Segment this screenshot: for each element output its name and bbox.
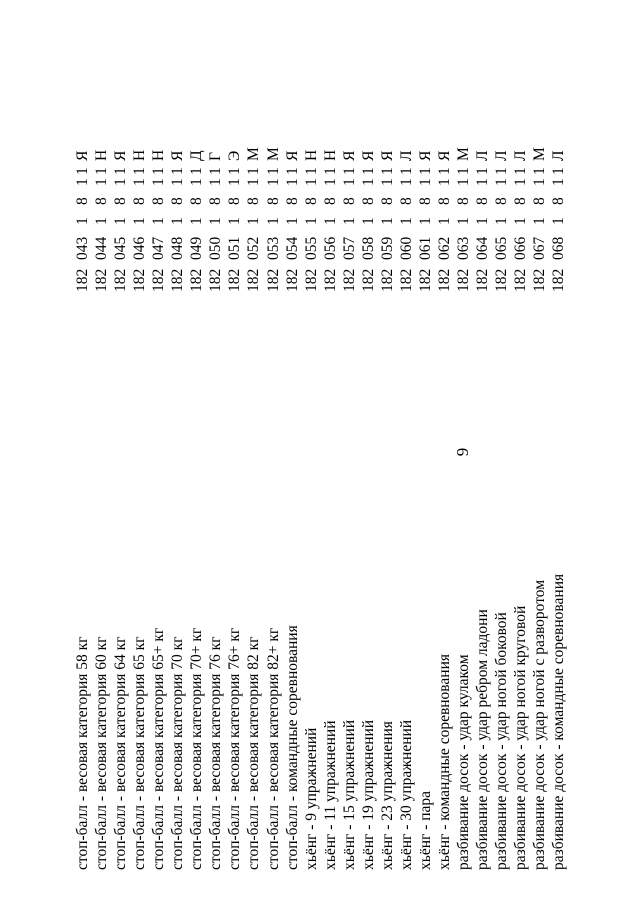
code-cell-f: 1 [397,167,415,175]
code-cell-c: 1 [74,217,91,225]
code-cell-c: 1 [207,217,225,225]
table-row [378,70,397,870]
code-cell-b: 063 [455,236,472,260]
code-cell-g: Я [435,150,453,161]
table-row [302,70,321,870]
code-cell-b: 058 [359,236,377,260]
code-cell-c: 1 [302,217,320,225]
code-cell-b: 068 [550,236,568,260]
code-cell-a: 182 [378,268,396,292]
code-cell-b: 045 [112,236,130,260]
table-row [283,70,302,870]
code-cell-f: 1 [359,167,377,175]
code-cell-g: Я [359,150,377,161]
code-cell-f: 1 [302,167,320,175]
table-row [454,70,473,870]
code-cell-f: 1 [264,167,282,175]
table-row [187,70,206,870]
code-cell-b: 048 [169,236,187,260]
code-cell-f: 1 [150,167,168,175]
code-cell-a: 182 [264,268,282,292]
code-cell-f: 1 [93,167,111,175]
code-cell-c: 1 [264,217,282,225]
code-cell-e: 1 [416,178,434,186]
code-cell-b: 044 [93,236,111,260]
code-cell-g: Д [188,150,206,161]
code-cell-d: 8 [397,197,415,205]
code-cell-a: 182 [455,268,472,292]
code-cell-d: 8 [340,197,358,205]
code-cell-a: 182 [321,268,339,292]
code-cell-e: 1 [150,178,168,186]
code-cell-c: 1 [131,217,149,225]
discipline-name: хьёнг - 23 упражнения [378,721,396,870]
discipline-name: хьёнг - командные соревнования [435,653,453,870]
code-cell-c: 1 [493,217,511,225]
code-cell-a: 182 [550,268,568,292]
code-cell-c: 1 [397,217,415,225]
discipline-name: стоп-балл - весовая категория 70 кг [169,636,187,870]
code-cell-f: 1 [131,167,149,175]
code-cell-c: 1 [474,217,492,225]
code-cell-e: 1 [283,178,301,186]
table-row [206,70,225,870]
code-cell-a: 182 [112,268,130,292]
code-cell-e: 1 [512,178,530,186]
table-row [549,70,568,870]
code-cell-g: М [455,147,472,161]
code-cell-a: 182 [474,268,492,292]
discipline-name: стоп-балл - весовая категория 76+ кг [226,627,244,870]
code-cell-f: 1 [321,167,339,175]
code-cell-f: 1 [435,167,453,175]
table-row [359,70,378,870]
code-cell-b: 064 [474,236,492,260]
discipline-name: разбивание досок - командные соревнования [550,573,568,870]
code-cell-b: 047 [150,236,168,260]
code-cell-g: Я [416,150,434,161]
code-cell-d: 8 [150,197,168,205]
code-cell-a: 182 [169,268,187,292]
code-cell-e: 1 [359,178,377,186]
code-cell-a: 182 [416,268,434,292]
code-cell-c: 1 [169,217,187,225]
code-cell-b: 043 [74,236,91,260]
code-cell-g: Л [512,150,530,161]
code-cell-d: 8 [93,197,111,205]
code-cell-f: 1 [245,167,263,175]
code-cell-a: 182 [531,268,549,292]
table-row [130,70,149,870]
code-cell-d: 8 [302,197,320,205]
code-cell-b: 057 [340,236,358,260]
code-cell-f: 1 [378,167,396,175]
code-cell-e: 1 [474,178,492,186]
code-cell-c: 1 [340,217,358,225]
code-cell-d: 8 [169,197,187,205]
code-cell-c: 1 [112,217,130,225]
code-cell-c: 1 [226,217,244,225]
table-row [340,70,359,870]
code-cell-g: Н [150,149,168,161]
code-cell-d: 8 [493,197,511,205]
code-cell-e: 1 [131,178,149,186]
code-cell-f: 1 [188,167,206,175]
code-cell-e: 1 [378,178,396,186]
discipline-name: хьёнг - 11 упражнений [321,720,339,870]
code-cell-e: 1 [531,178,549,186]
discipline-name: стоп-балл - весовая категория 58 кг [74,636,91,870]
table-row [168,70,187,870]
code-cell-d: 8 [550,197,568,205]
discipline-name: стоп-балл - весовая категория 65+ кг [150,627,168,870]
code-cell-b: 051 [226,236,244,260]
code-cell-g: Н [131,149,149,161]
discipline-name: разбивание досок - удар кулаком [455,654,472,870]
code-cell-e: 1 [188,178,206,186]
code-cell-f: 1 [226,167,244,175]
table-row [264,70,283,870]
table-row [416,70,435,870]
table-row [511,70,530,870]
code-cell-c: 1 [150,217,168,225]
code-cell-f: 1 [512,167,530,175]
code-cell-a: 182 [150,268,168,292]
code-cell-c: 1 [93,217,111,225]
code-cell-g: Н [93,149,111,161]
code-cell-f: 1 [74,167,91,175]
code-cell-a: 182 [340,268,358,292]
discipline-name: хьёнг - 9 упражнений [302,727,320,870]
code-cell-g: М [245,147,263,161]
code-cell-f: 1 [455,167,472,175]
code-cell-a: 182 [93,268,111,292]
discipline-name: разбивание досок - удар ногой боковой [493,612,511,870]
discipline-name: стоп-балл - весовая категория 82 кг [245,636,263,870]
code-cell-d: 8 [474,197,492,205]
code-cell-f: 1 [112,167,130,175]
code-cell-b: 060 [397,236,415,260]
code-cell-b: 061 [416,236,434,260]
code-cell-f: 1 [207,167,225,175]
discipline-name: разбивание досок - удар ногой с разворотом [531,579,549,870]
discipline-name: стоп-балл - командные соревнования [283,625,301,870]
code-cell-b: 067 [531,236,549,260]
discipline-name: хьёнг - пара [416,790,434,870]
code-cell-f: 1 [493,167,511,175]
code-cell-e: 1 [74,178,91,186]
code-cell-g: Н [321,149,339,161]
discipline-name: стоп-балл - весовая категория 60 кг [93,636,111,870]
discipline-name: разбивание досок - удар ребром ладони [474,609,492,870]
table-row [244,70,263,870]
table-row [435,70,454,870]
code-cell-g: М [264,147,282,161]
table-row [473,70,492,870]
code-cell-g: Л [397,150,415,161]
code-cell-d: 8 [188,197,206,205]
code-cell-g: Г [207,152,225,161]
code-cell-d: 8 [74,197,91,205]
code-cell-e: 1 [302,178,320,186]
code-cell-c: 1 [455,217,472,225]
code-cell-a: 182 [435,268,453,292]
code-cell-c: 1 [283,217,301,225]
discipline-name: стоп-балл - весовая категория 70+ кг [188,627,206,870]
table-row [149,70,168,870]
code-cell-c: 1 [416,217,434,225]
code-cell-b: 050 [207,236,225,260]
code-cell-a: 182 [207,268,225,292]
discipline-name: стоп-балл - весовая категория 64 кг [112,636,130,870]
code-cell-g: Л [550,150,568,161]
code-cell-c: 1 [550,217,568,225]
code-cell-b: 052 [245,236,263,260]
code-cell-f: 1 [550,167,568,175]
table-row [73,70,92,870]
code-cell-g: Я [283,150,301,161]
discipline-name: стоп-балл - весовая категория 76 кг [207,636,225,870]
code-cell-e: 1 [169,178,187,186]
discipline-name: хьёнг - 30 упражнений [397,719,415,870]
code-cell-a: 182 [359,268,377,292]
code-cell-e: 1 [264,178,282,186]
code-cell-d: 8 [321,197,339,205]
code-cell-g: Л [493,150,511,161]
code-cell-b: 049 [188,236,206,260]
code-cell-d: 8 [378,197,396,205]
code-cell-f: 1 [283,167,301,175]
code-cell-d: 8 [245,197,263,205]
code-cell-a: 182 [512,268,530,292]
table-row [492,70,511,870]
code-cell-f: 1 [416,167,434,175]
code-cell-d: 8 [226,197,244,205]
code-cell-c: 1 [188,217,206,225]
table-row [321,70,340,870]
code-cell-b: 053 [264,236,282,260]
code-cell-b: 056 [321,236,339,260]
code-cell-g: Я [74,150,91,161]
code-cell-a: 182 [131,268,149,292]
code-cell-f: 1 [169,167,187,175]
code-cell-c: 1 [321,217,339,225]
code-cell-a: 182 [493,268,511,292]
code-cell-f: 1 [474,167,492,175]
code-cell-e: 1 [550,178,568,186]
discipline-name: стоп-балл - весовая категория 82+ кг [264,627,282,870]
code-cell-d: 8 [512,197,530,205]
code-cell-a: 182 [74,268,91,292]
code-cell-e: 1 [493,178,511,186]
code-cell-d: 8 [283,197,301,205]
code-cell-d: 8 [455,197,472,205]
code-cell-f: 1 [340,167,358,175]
code-cell-d: 8 [416,197,434,205]
discipline-name: хьёнг - 15 упражнений [340,719,358,870]
code-cell-e: 1 [397,178,415,186]
code-cell-e: 1 [93,178,111,186]
code-cell-g: Л [474,150,492,161]
code-cell-g: Я [112,150,130,161]
code-cell-b: 055 [302,236,320,260]
code-cell-b: 059 [378,236,396,260]
code-cell-a: 182 [245,268,263,292]
table-row [530,70,549,870]
page-number: 9 [453,447,472,457]
code-cell-c: 1 [359,217,377,225]
code-cell-d: 8 [359,197,377,205]
code-cell-d: 8 [131,197,149,205]
code-cell-e: 1 [245,178,263,186]
discipline-name: разбивание досок - удар ногой круговой [512,605,530,870]
code-cell-e: 1 [321,178,339,186]
code-cell-c: 1 [512,217,530,225]
code-cell-e: 1 [207,178,225,186]
code-cell-e: 1 [455,178,472,186]
table-row [225,70,244,870]
discipline-name: стоп-балл - весовая категория 65 кг [131,636,149,870]
code-cell-b: 062 [435,236,453,260]
table-row [111,70,130,870]
code-cell-a: 182 [283,268,301,292]
code-cell-d: 8 [531,197,549,205]
code-cell-a: 182 [188,268,206,292]
code-cell-g: Э [226,150,244,161]
code-cell-a: 182 [226,268,244,292]
code-cell-c: 1 [435,217,453,225]
code-cell-e: 1 [226,178,244,186]
code-cell-g: Я [378,150,396,161]
code-cell-d: 8 [112,197,130,205]
code-cell-b: 054 [283,236,301,260]
table-row [92,70,111,870]
code-cell-b: 066 [512,236,530,260]
code-cell-f: 1 [531,167,549,175]
code-cell-c: 1 [531,217,549,225]
code-cell-e: 1 [435,178,453,186]
code-cell-c: 1 [378,217,396,225]
code-cell-a: 182 [302,268,320,292]
discipline-table [73,70,585,870]
code-cell-d: 8 [435,197,453,205]
code-cell-e: 1 [112,178,130,186]
discipline-name: хьёнг - 19 упражнений [359,719,377,870]
code-cell-a: 182 [397,268,415,292]
table-row [397,70,416,870]
code-cell-e: 1 [340,178,358,186]
code-cell-b: 046 [131,236,149,260]
code-cell-d: 8 [207,197,225,205]
code-cell-g: Я [169,150,187,161]
code-cell-g: Н [302,149,320,161]
code-cell-c: 1 [245,217,263,225]
code-cell-b: 065 [493,236,511,260]
code-cell-d: 8 [264,197,282,205]
code-cell-g: Я [340,150,358,161]
code-cell-g: М [531,147,549,161]
